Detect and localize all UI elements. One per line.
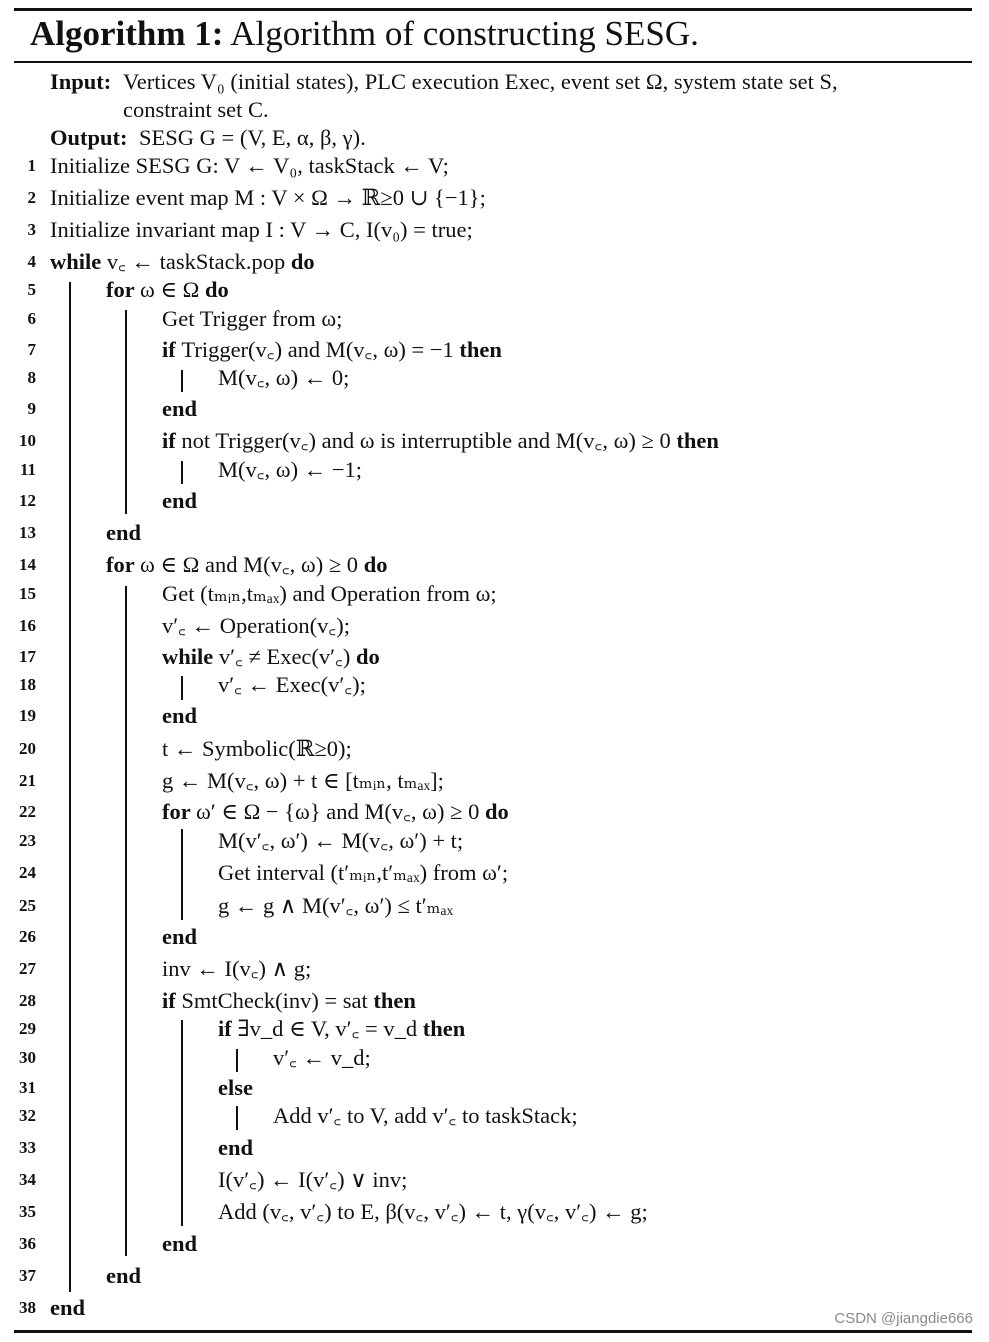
algorithm-label: Algorithm 1: (30, 14, 224, 53)
statement-text: inv ← I(v꜀) ∧ g; (162, 956, 312, 981)
keyword: if (218, 1016, 238, 1041)
statement-text: Add (v꜀, v′꜀) to E, β(v꜀, v′꜀) ← t, γ(v꜀, v′꜀) ← g; (218, 1199, 648, 1224)
line-number: 17 (19, 647, 36, 666)
statement-text: ∃v_d ∈ V, v′꜀ = v_d (237, 1016, 418, 1041)
line-content (218, 455, 362, 485)
algorithm-caption: Algorithm of constructing SESG. (230, 14, 699, 53)
line-content (273, 1043, 371, 1073)
line-content (106, 1261, 141, 1291)
line-content (218, 1014, 465, 1044)
line-number: 8 (27, 368, 36, 387)
line-content (218, 891, 453, 921)
line-number: 18 (19, 675, 36, 694)
keyword-suffix: do (205, 277, 229, 302)
line-content (162, 797, 509, 827)
input-text-continued: constraint set C. (123, 97, 269, 122)
line-content (162, 766, 444, 796)
output-label: Output: (50, 125, 128, 150)
line-content (162, 335, 502, 365)
statement-text: Add v′꜀ to V, add v′꜀ to taskStack; (273, 1103, 578, 1128)
line-number: 23 (19, 831, 36, 850)
keyword: for (106, 552, 140, 577)
keyword: end (162, 1231, 198, 1256)
statement-text: g ← M(v꜀, ω) + t ∈ [tₘᵢₙ, tₘₐₓ]; (162, 768, 444, 793)
keyword: for (106, 277, 140, 302)
statement-text: v′꜀ ← Exec(v′꜀); (218, 672, 366, 697)
statement-text: Trigger(v꜀) and M(v꜀, ω) = −1 (181, 337, 454, 362)
line-content (50, 151, 449, 181)
line-content (162, 611, 350, 641)
line-number: 33 (19, 1138, 36, 1157)
statement-text: Initialize SESG G: V ← V₀, taskStack ← V; (50, 153, 449, 178)
line-number: 10 (19, 431, 36, 450)
line-number: 9 (27, 399, 36, 418)
line-number: 38 (19, 1298, 36, 1317)
bottom-rule (14, 1330, 972, 1333)
line-number: 32 (19, 1106, 36, 1125)
keyword-suffix: then (459, 337, 502, 362)
keyword: end (218, 1135, 254, 1160)
keyword-suffix: then (422, 1016, 466, 1041)
line-content (162, 642, 380, 672)
keyword: if (162, 428, 182, 453)
line-content (218, 826, 463, 856)
line-number: 21 (19, 771, 36, 790)
keyword-suffix: do (484, 799, 509, 824)
line-content (162, 1229, 197, 1259)
line-number: 12 (19, 491, 36, 510)
line-content (162, 701, 197, 731)
line-number: 31 (19, 1078, 36, 1097)
keyword: end (162, 396, 198, 421)
keyword-suffix: then (373, 988, 416, 1013)
keyword: end (162, 488, 198, 513)
block-indent-bar (125, 586, 127, 1256)
line-number: 22 (19, 802, 36, 821)
statement-text: ω ∈ Ω (139, 277, 200, 302)
block-indent-bar (181, 676, 183, 700)
line-number: 14 (19, 555, 36, 574)
keyword: else (218, 1075, 253, 1100)
block-indent-bar (236, 1106, 238, 1130)
line-number: 15 (19, 584, 36, 603)
line-content (218, 670, 366, 700)
line-number: 2 (27, 188, 36, 207)
top-rule (14, 8, 972, 11)
keyword-suffix: do (355, 644, 380, 669)
line-number: 30 (19, 1048, 36, 1067)
line-content (162, 426, 719, 456)
statement-text: t ← Symbolic(ℝ≥0); (162, 736, 352, 761)
output-text: SESG G = (V, E, α, β, γ). (139, 125, 366, 150)
keyword-suffix: do (290, 249, 315, 274)
line-number: 36 (19, 1234, 36, 1253)
block-indent-bar (181, 829, 183, 920)
statement-text: Get (tₘᵢₙ,tₘₐₓ) and Operation from ω; (162, 581, 497, 606)
keyword-suffix: then (676, 428, 719, 453)
line-number: 24 (19, 863, 36, 882)
statement-text: v′꜀ ← Operation(v꜀); (162, 613, 350, 638)
line-content (162, 579, 497, 609)
statement-text: not Trigger(v꜀) and ω is interruptible and M(v꜀, ω) ≥ 0 (181, 428, 671, 453)
keyword: end (162, 703, 198, 728)
statement-text: M(v′꜀, ω′) ← M(v꜀, ω′) + t; (218, 828, 464, 853)
line-number: 25 (19, 896, 36, 915)
statement-text: SmtCheck(inv) = sat (181, 988, 368, 1013)
line-number: 5 (27, 280, 36, 299)
title-rule (14, 61, 972, 63)
keyword: if (162, 988, 182, 1013)
statement-text: v′꜀ ≠ Exec(v′꜀) (218, 644, 351, 669)
statement-text: Get Trigger from ω; (162, 306, 343, 331)
statement-text: ω′ ∈ Ω − {ω} and M(v꜀, ω) ≥ 0 (195, 799, 480, 824)
statement-text: ω ∈ Ω and M(v꜀, ω) ≥ 0 (139, 552, 359, 577)
line-content (273, 1101, 578, 1131)
keyword: for (162, 799, 196, 824)
line-number: 6 (27, 309, 36, 328)
line-content (106, 518, 141, 548)
line-content (50, 183, 486, 213)
line-number: 34 (19, 1170, 36, 1189)
statement-text: M(v꜀, ω) ← 0; (218, 365, 350, 390)
watermark: CSDN @jiangdie666 (834, 1310, 973, 1327)
line-number: 37 (19, 1266, 36, 1285)
line-number: 27 (19, 959, 36, 978)
statement-text: I(v′꜀) ← I(v′꜀) ∨ inv; (218, 1167, 408, 1192)
line-number: 7 (27, 340, 36, 359)
line-number: 19 (19, 706, 36, 725)
line-content (162, 986, 416, 1016)
input-text: Vertices V₀ (initial states), PLC execution Exec, event set Ω, system state set S, (123, 69, 838, 94)
line-content (218, 1165, 407, 1195)
block-indent-bar (181, 370, 183, 392)
line-number: 16 (19, 616, 36, 635)
keyword-suffix: do (363, 552, 388, 577)
keyword: end (106, 520, 142, 545)
line-number: 11 (19, 460, 36, 479)
keyword: if (162, 337, 182, 362)
statement-text: Initialize invariant map I : V → C, I(v₀) = true; (50, 217, 473, 242)
line-number: 13 (19, 523, 36, 542)
line-number: 1 (27, 156, 36, 175)
keyword: while (162, 644, 219, 669)
keyword: end (50, 1295, 86, 1320)
block-indent-bar (236, 1049, 238, 1072)
line-number: 4 (27, 252, 36, 271)
statement-text: g ← g ∧ M(v′꜀, ω′) ≤ t′ₘₐₓ (218, 893, 454, 918)
statement-text: M(v꜀, ω) ← −1; (218, 457, 363, 482)
line-number: 3 (27, 220, 36, 239)
line-number: 20 (19, 739, 36, 758)
keyword: end (162, 924, 198, 949)
line-content (218, 363, 349, 393)
keyword: while (50, 249, 107, 274)
input-label: Input: (50, 69, 112, 94)
line-content (162, 954, 311, 984)
algorithm-title (30, 12, 699, 56)
line-content (162, 734, 352, 764)
line-content (162, 394, 197, 424)
block-indent-bar (69, 282, 71, 1292)
line-content (106, 550, 387, 580)
line-content (50, 247, 315, 277)
statement-text: v′꜀ ← v_d; (273, 1045, 371, 1070)
line-content (218, 858, 508, 888)
line-content (50, 215, 473, 245)
statement-text: v꜀ ← taskStack.pop (106, 249, 286, 274)
line-content (162, 922, 197, 952)
statement-text: Initialize event map M : V × Ω → ℝ≥0 ∪ {−1}; (50, 185, 486, 210)
line-number: 28 (19, 991, 36, 1010)
line-content (218, 1133, 253, 1163)
line-content (106, 275, 229, 305)
block-indent-bar (181, 461, 183, 484)
line-content (162, 304, 342, 334)
block-indent-bar (125, 310, 127, 514)
statement-text: Get interval (t′ₘᵢₙ,t′ₘₐₓ) from ω′; (218, 860, 509, 885)
line-content (218, 1197, 648, 1227)
line-number: 29 (19, 1019, 36, 1038)
line-content (162, 486, 197, 516)
block-indent-bar (181, 1020, 183, 1226)
line-content (50, 1293, 85, 1323)
keyword: end (106, 1263, 142, 1288)
line-content (218, 1073, 253, 1103)
line-number: 35 (19, 1202, 36, 1221)
line-number: 26 (19, 927, 36, 946)
